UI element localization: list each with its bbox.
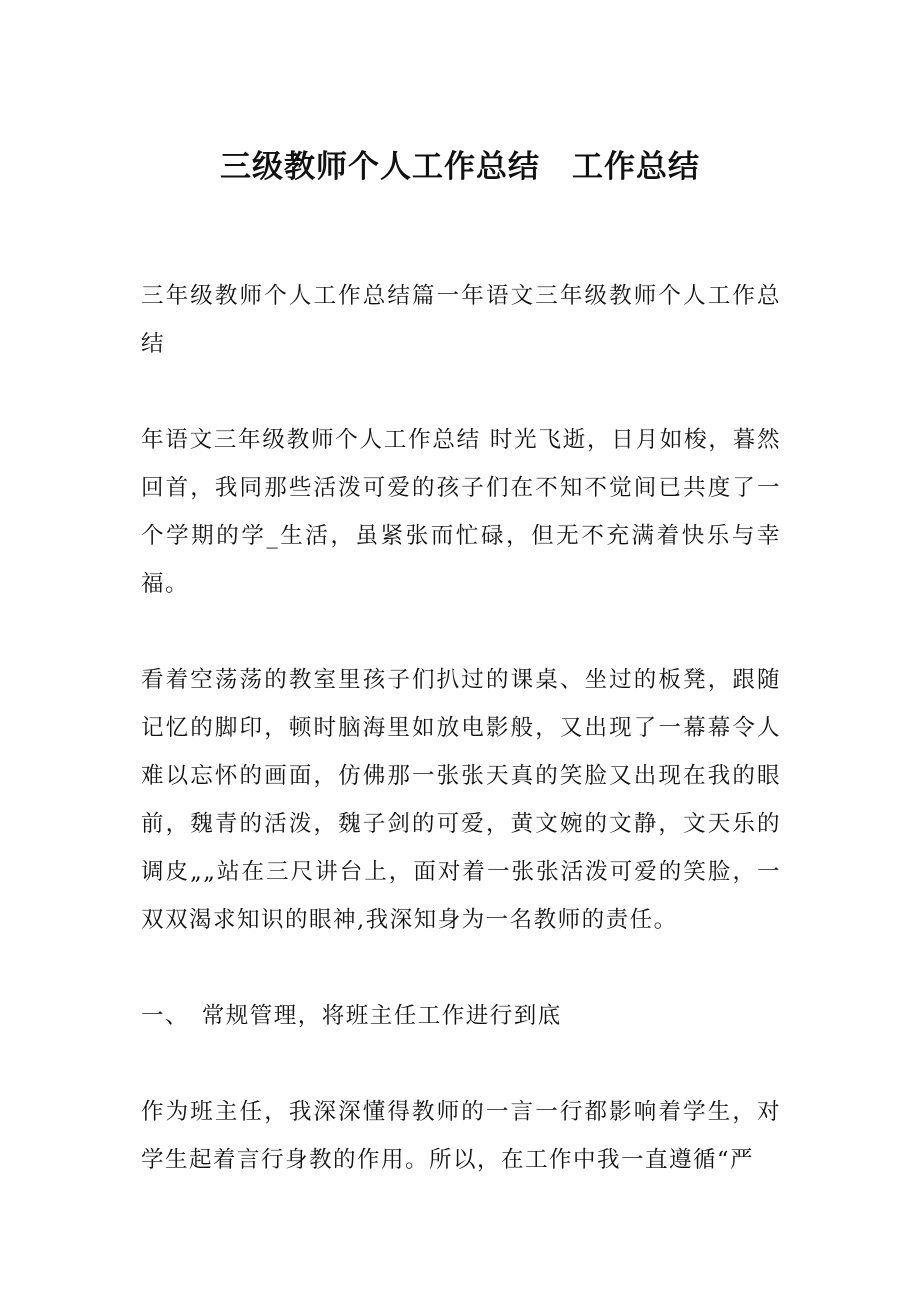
paragraph-opening: 年语文三年级教师个人工作总结 时光飞逝，日月如梭，暮然回首，我同那些活泼可爱的孩子们在不知不觉间已共度了一个学期的学_生活，虽紧张而忙碌，但无不充满着快乐与幸福。	[141, 427, 781, 597]
document-title: 三级教师个人工作总结 工作总结	[220, 149, 700, 185]
paragraph-class-teacher-role: 作为班主任，我深深懂得教师的一言一行都影响着学生，对学生起着言行身教的作用。所以，在工作中我一直遵循“严	[141, 1099, 781, 1173]
section-heading-routine-management: 一、 常规管理，将班主任工作进行到底	[141, 1003, 562, 1029]
paragraph-memories: 看着空荡荡的教室里孩子们扒过的课桌、坐过的板凳，跟随记忆的脚印，顿时脑海里如放电影般，又出现了一幕幕令人难以忘怀的画面，仿佛那一张张天真的笑脸又出现在我的眼前，魏青的活泼，魏子剑的可爱，黄文婉的文静，文天乐的调皮„„站在三尺讲台上，面对着一张张活泼可爱的笑脸，一双双渴求知识的眼神,我深知身为一名教师的责任。	[141, 667, 781, 933]
paragraph-heading-intro: 三年级教师个人工作总结篇一年语文三年级教师个人工作总结	[141, 283, 781, 357]
